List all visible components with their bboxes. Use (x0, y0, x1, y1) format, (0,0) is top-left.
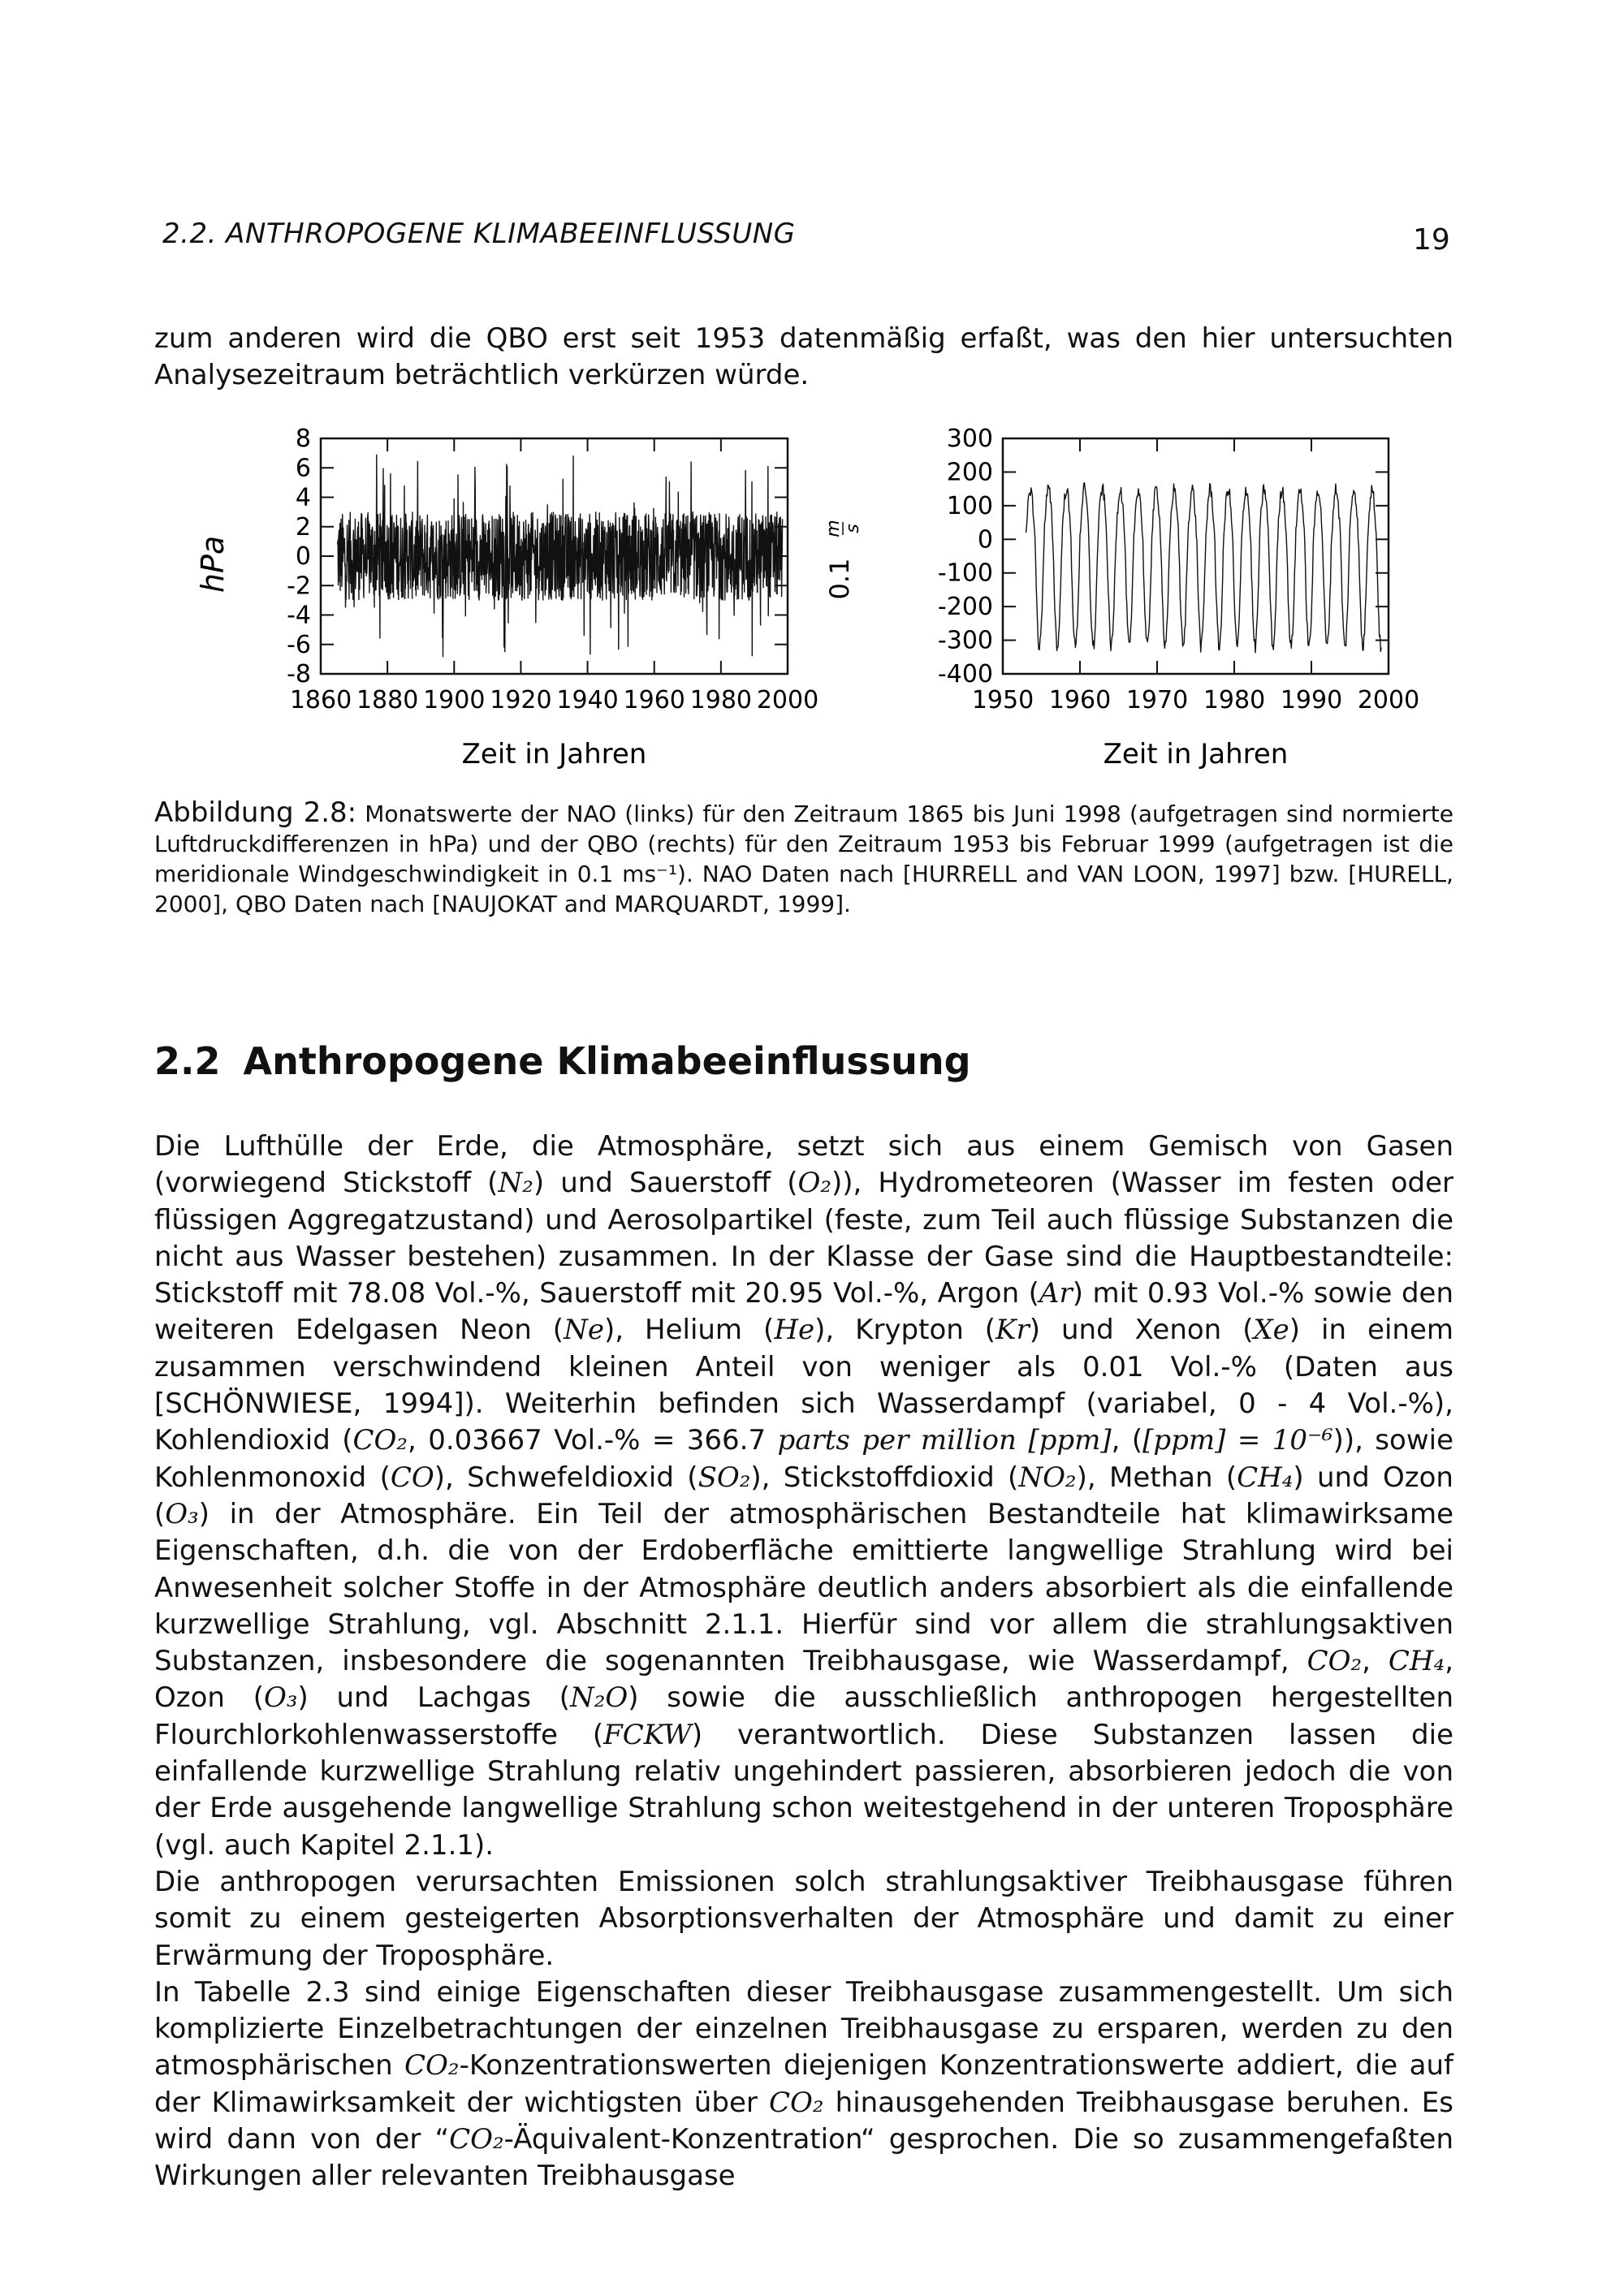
x-tick-label: 1960 (1048, 686, 1112, 714)
text-run: ) und Lachgas ( (297, 1681, 571, 1715)
y-tick-label: -200 (937, 593, 993, 622)
text-run: hinausgehenden Treibhausgase beruhen. Es wird dann von der “ (154, 2086, 1453, 2156)
y-tick-label: -2 (287, 572, 311, 601)
caption-text: Monatswerte der NAO (links) für den Zeitraum 1865 bis Juni 1998 (aufgetragen sind normierte Luftdruckdifferenzen in hPa) und der QBO (rechts) für den Zeitraum 1953 bis Februar 1999 (aufgetragen ist die meridionale Windgeschwindigkeit in 0.1 ms⁻¹). NAO Daten nach [HURRELL and VAN LOON, 1997] bzw. [HURELL, 2000], QBO Daten nach [NAUJOKAT and MARQUARDT, 1999]. (154, 801, 1454, 917)
intro-paragraph: zum anderen wird die QBO erst seit 1953 datenmäßig erfaßt, was den hier untersuchten Analysezeitraum beträchtlich verkürzen würde. (154, 322, 1453, 391)
math-expression: SO₂ (698, 1461, 751, 1494)
text-run: ), Helium ( (603, 1314, 775, 1347)
x-tick-label: 1950 (971, 686, 1034, 714)
text-run: In Tabelle 2.3 sind einige Eigenschaften dieser Treibhausgase zusammengestellt. Um sich komplizierte Einzelbetrachtungen der einzelnen Treibhausgase zu ersparen, werden zu den atmosphärischen (154, 1975, 1453, 2082)
math-expression: Xe (1253, 1314, 1289, 1347)
text-run: ) und Sauerstoff ( (533, 1167, 798, 1200)
y-tick-label: -100 (937, 559, 993, 588)
math-expression: CO₂ (768, 2086, 824, 2119)
text-run: -Äquivalent-Konzentration“ gesprochen. Die so zusammengefaßten Wirkungen aller relevanten Treibhausgase (154, 2123, 1453, 2193)
text-run: )), Hydrometeoren (Wasser im festen oder flüssigen Aggregatzustand) und Aerosolpartikel (feste, zum Teil auch flüssige Substanzen die nicht aus Wasser bestehen) zusammen. In der Klasse der Gase sind die Hauptbestandteile: Stickstoff mit 78.08 Vol.-%, Sauerstoff mit 20.95 Vol.-%, Argon ( (154, 1167, 1454, 1310)
math-expression: O₃ (165, 1497, 199, 1530)
body-paragraph-3 (154, 1974, 1453, 2195)
section-heading (154, 1039, 971, 1083)
math-expression: Ar (1039, 1277, 1073, 1310)
section-number: 2.2 (154, 1039, 221, 1083)
page-number: 19 (1413, 223, 1450, 257)
text-run: , ( (1111, 1424, 1143, 1457)
text-run: ), Methan ( (1076, 1461, 1237, 1494)
y-tick-label: 200 (946, 458, 993, 487)
text-run: ), Schwefeldioxid ( (434, 1461, 698, 1494)
y-tick-label: 300 (946, 425, 993, 453)
y-tick-label: 8 (295, 425, 311, 453)
math-expression: [ppm] = 10⁻⁶ (1142, 1424, 1333, 1457)
qbo-unit-denominator: s (843, 524, 863, 533)
math-expression: CH₄ (1237, 1461, 1294, 1494)
x-tick-label: 2000 (1357, 686, 1420, 714)
math-expression: parts per million [ppm] (777, 1424, 1112, 1457)
y-axis-label-nao: hPa (195, 535, 231, 593)
text-run: , Ozon ( (154, 1645, 1453, 1715)
y-tick-label: 2 (295, 512, 311, 542)
math-expression: FCKW (603, 1718, 692, 1751)
figure-caption (154, 798, 1453, 919)
x-tick-label: 1990 (1280, 686, 1343, 714)
y-tick-label: 0 (977, 525, 993, 555)
caption-label: Abbildung 2.8: (154, 796, 357, 829)
series-line-qbo (1026, 483, 1382, 653)
text-run: Die Lufthülle der Erde, die Atmosphäre, setzt sich aus einem Gemisch von Gasen (vorwiegend Stickstoff ( (154, 1130, 1453, 1200)
math-expression: CH₄ (1388, 1645, 1445, 1678)
math-expression: CO₂ (1307, 1645, 1363, 1678)
figure-2-8 (146, 406, 1462, 796)
y-axis-label-qbo (823, 520, 863, 599)
text-run: ) und Xenon ( (1029, 1314, 1254, 1347)
y-tick-label: -6 (287, 630, 311, 659)
x-tick-label: 1880 (356, 686, 419, 714)
body-paragraph-1 (154, 1129, 1453, 1864)
math-expression: N₂ (498, 1167, 533, 1200)
text-run: ) und Ozon ( (154, 1461, 1453, 1530)
section-title-text: Anthropogene Klimabeeinflussung (243, 1039, 971, 1083)
y-tick-label: 0 (295, 542, 311, 571)
math-expression: CO (390, 1461, 434, 1494)
math-expression: O₂ (797, 1167, 831, 1200)
qbo-unit-number: 0.1 (824, 558, 855, 600)
y-tick-label: -8 (287, 660, 311, 688)
math-expression: NO₂ (1018, 1461, 1077, 1494)
qbo-unit-numerator: m (823, 520, 844, 537)
math-expression: N₂O (570, 1681, 628, 1715)
x-axis-label: Zeit in Jahren (1103, 738, 1289, 770)
math-expression: Kr (996, 1314, 1030, 1347)
running-header: 2.2. ANTHROPOGENE KLIMABEEINFLUSSUNG (162, 218, 796, 250)
math-expression: O₃ (263, 1681, 298, 1715)
x-tick-label: 1900 (423, 686, 486, 714)
math-expression: CO₂ (404, 2049, 460, 2082)
text-run: ), Krypton ( (814, 1314, 996, 1347)
x-tick-label: 1970 (1125, 686, 1189, 714)
y-tick-label: -300 (937, 626, 993, 655)
y-tick-label: 4 (295, 483, 311, 512)
section-body (154, 1129, 1453, 2195)
math-expression: He (774, 1314, 815, 1347)
text-run: -Konzentrationswerten diejenigen Konzentrationswerte addiert, die auf der Klimawirksamkeit der wichtigsten über (154, 2049, 1453, 2119)
x-tick-label: 1980 (1203, 686, 1266, 714)
text-run: ) in einem zusammen verschwindend kleinen Anteil von weniger als 0.01 Vol.-% (Daten aus [SCHÖNWIESE, 1994]). Weiterhin befinden sich Wasserdampf (variabel, 0 - 4 Vol.-%), Kohlendioxid ( (154, 1314, 1453, 1457)
y-tick-label: 6 (295, 454, 311, 483)
text-run: ), Stickstoffdioxid ( (750, 1461, 1019, 1494)
x-tick-label: 1980 (689, 686, 753, 714)
text-run: , (1362, 1645, 1389, 1678)
figure-svg (146, 406, 1462, 796)
text-run: )), sowie Kohlenmonoxid ( (154, 1424, 1453, 1494)
math-expression: Ne (564, 1314, 604, 1347)
text-run: ) sowie die ausschließlich anthropogen hergestellten Flourchlorkohlenwasserstoffe ( (154, 1681, 1453, 1751)
text-run: , 0.03667 Vol.-% = 366.7 (408, 1424, 778, 1457)
series-line-nao (338, 455, 783, 657)
x-tick-label: 1940 (556, 686, 619, 714)
y-tick-label: -400 (937, 660, 993, 688)
text-run: ) mit 0.93 Vol.-% sowie den weiteren Edelgasen Neon ( (154, 1277, 1454, 1347)
y-tick-label: 100 (946, 491, 993, 520)
math-expression: CO₂ (449, 2123, 504, 2156)
x-tick-label: 1920 (490, 686, 552, 714)
x-tick-label: 2000 (756, 686, 819, 714)
body-paragraph-2: Die anthropogen verursachten Emissionen solch strahlungsaktiver Treibhausgase führen somit zu einem gesteigerten Absorptionsverhalten der Atmosphäre und damit zu einer Erwärmung der Troposphäre. (154, 1865, 1453, 1972)
text-run: ) verantwortlich. Diese Substanzen lassen die einfallende kurzwellige Strahlung relativ ungehindert passieren, absorbieren jedoch die von der Erde ausgehende langwellige Strahlung schon weitestgehend in der unteren Troposphäre (vgl. auch Kapitel 2.1.1). (154, 1718, 1453, 1862)
x-tick-label: 1960 (623, 686, 685, 714)
x-axis-label: Zeit in Jahren (461, 738, 647, 770)
y-tick-label: -4 (287, 601, 311, 630)
x-tick-label: 1860 (289, 686, 352, 714)
math-expression: CO₂ (352, 1424, 408, 1457)
text-run: ) in der Atmosphäre. Ein Teil der atmosphärischen Bestandteile hat klimawirksame Eigenschaften, d.h. die von der Erdoberfläche emittierte langwellige Strahlung wird bei Anwesenheit solcher Stoffe in der Atmosphäre deutlich anders absorbiert als die einfallende kurzwellige Strahlung, vgl. Abschnitt 2.1.1. Hierfür sind vor allem die strahlungsaktiven Substanzen, insbesondere die sogenannten Treibhausgase, wie Wasserdampf, (154, 1497, 1453, 1678)
